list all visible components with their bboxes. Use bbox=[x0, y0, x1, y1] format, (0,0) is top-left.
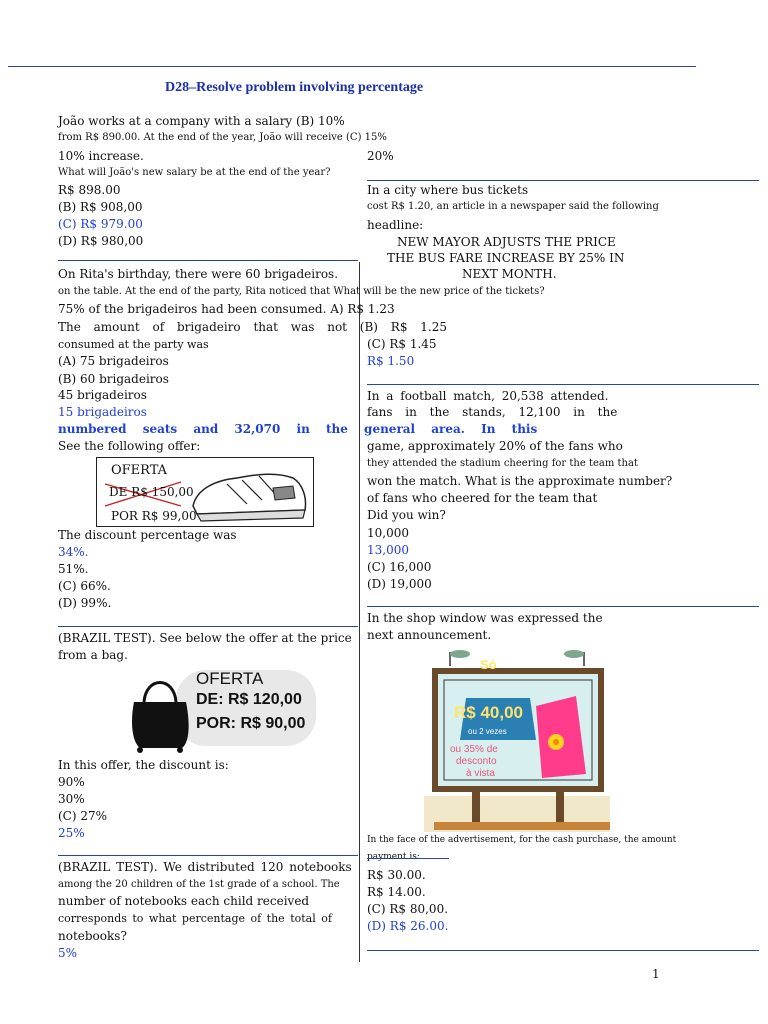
question-text: from a bag. bbox=[58, 648, 128, 662]
question-text: payment is: bbox=[367, 852, 420, 862]
section-rule bbox=[367, 180, 759, 181]
answer-option: 10,000 bbox=[367, 526, 409, 540]
page-title: D28–Resolve problem involving percentage bbox=[165, 80, 424, 95]
question-text: The discount percentage was bbox=[58, 528, 237, 542]
question-text: next announcement. bbox=[367, 628, 492, 642]
question-text: João works at a company with a salary (B) 10% bbox=[58, 114, 345, 128]
answer-option: 20% bbox=[367, 149, 394, 163]
question-text: from R$ 890.00. At the end of the year, João will receive (C) 15% bbox=[58, 132, 387, 143]
section-rule bbox=[58, 626, 358, 627]
correct-answer-option: 15 brigadeiros bbox=[58, 405, 147, 419]
sign-installment: ou 2 vezes bbox=[468, 727, 507, 736]
answer-option: 51%. bbox=[58, 562, 89, 576]
question-text: 75% of the brigadeiros had been consumed. A) R$ 1.23 bbox=[58, 302, 395, 316]
section-rule bbox=[367, 858, 449, 859]
question-text: won the match. What is the approximate number? bbox=[367, 474, 673, 488]
answer-option: (B) 60 brigadeiros bbox=[58, 372, 169, 386]
sign-discount-line: à vista bbox=[466, 768, 495, 779]
shop-sign-image bbox=[424, 646, 610, 832]
section-rule bbox=[367, 384, 759, 385]
ad-new-price: POR: R$ 90,00 bbox=[196, 715, 306, 732]
question-text: See the following offer: bbox=[58, 439, 201, 453]
section-rule bbox=[367, 606, 759, 607]
question-text: notebooks? bbox=[58, 929, 127, 943]
question-text: headline: bbox=[367, 218, 424, 232]
column-divider bbox=[359, 262, 360, 962]
top-rule bbox=[8, 66, 696, 67]
question-text: cost R$ 1.20, an article in a newspaper said the following bbox=[367, 201, 659, 212]
answer-option: (C) 16,000 bbox=[367, 560, 432, 574]
answer-option: 90% bbox=[58, 775, 85, 789]
headline-text: THE BUS FARE INCREASE BY 25% IN bbox=[387, 251, 625, 265]
question-text: In this offer, the discount is: bbox=[58, 758, 229, 772]
answer-option: (D) 99%. bbox=[58, 596, 112, 610]
correct-answer-option: R$ 1.50 bbox=[367, 354, 415, 368]
answer-option: (C) R$ 80,00. bbox=[367, 902, 449, 916]
correct-answer-option: 5% bbox=[58, 946, 78, 960]
correct-answer-option: (C) R$ 979.00 bbox=[58, 217, 143, 231]
answer-option: 30% bbox=[58, 792, 85, 806]
headline-text: NEXT MONTH. bbox=[462, 267, 557, 281]
ad-old-price: DE R$ 150,00 bbox=[109, 485, 194, 499]
question-text: among the 20 children of the 1st grade of a school. The bbox=[58, 879, 340, 890]
answer-option: R$ 14.00. bbox=[367, 885, 426, 899]
answer-option: (C) R$ 1.45 bbox=[367, 337, 437, 351]
question-text: In a city where bus tickets bbox=[367, 183, 529, 197]
bold-text-line: numbered seats and 32,070 in the general area. In this bbox=[58, 422, 538, 436]
correct-answer-option: 34%. bbox=[58, 545, 89, 559]
headline-text: NEW MAYOR ADJUSTS THE PRICE bbox=[397, 235, 616, 249]
answer-option: (A) 75 brigadeiros bbox=[58, 354, 169, 368]
question-text: of fans who cheered for the team that bbox=[367, 491, 598, 505]
shoe-offer-image bbox=[96, 457, 314, 527]
question-text: on the table. At the end of the party, Rita noticed that What will be the new price of the tickets? bbox=[58, 286, 545, 297]
ad-new-price: POR R$ 99,00 bbox=[111, 509, 197, 523]
section-rule bbox=[58, 260, 358, 261]
answer-option: R$ 898.00 bbox=[58, 183, 121, 197]
ad-old-price: DE: R$ 120,00 bbox=[196, 691, 302, 708]
sign-discount-line: ou 35% de bbox=[450, 744, 498, 755]
ad-offer-label: OFERTA bbox=[111, 463, 168, 478]
question-text: consumed at the party was bbox=[58, 338, 209, 351]
sign-so: Só bbox=[480, 657, 497, 672]
correct-answer-option: 25% bbox=[58, 826, 85, 840]
section-rule bbox=[58, 855, 358, 856]
section-rule bbox=[367, 950, 759, 951]
question-text: Did you win? bbox=[367, 508, 446, 522]
answer-option: 45 brigadeiros bbox=[58, 388, 147, 402]
question-text: fans in the stands, 12,100 in the bbox=[367, 405, 618, 419]
question-text: 10% increase. bbox=[58, 149, 144, 163]
question-text: In the shop window was expressed the bbox=[367, 611, 603, 625]
sign-price: R$ 40,00 bbox=[454, 703, 523, 722]
question-text: number of notebooks each child received bbox=[58, 894, 310, 908]
ad-offer-label: OFERTA bbox=[196, 669, 264, 688]
question-text: (BRAZIL TEST). See below the offer at the price bbox=[58, 631, 352, 645]
question-text: In the face of the advertisement, for the cash purchase, the amount bbox=[367, 835, 677, 845]
question-text: game, approximately 20% of the fans who bbox=[367, 439, 623, 453]
question-text: On Rita's birthday, there were 60 brigadeiros. bbox=[58, 267, 339, 281]
answer-option: (C) 27% bbox=[58, 809, 108, 823]
answer-option: (C) 66%. bbox=[58, 579, 111, 593]
answer-option: R$ 30.00. bbox=[367, 868, 426, 882]
question-text: corresponds to what percentage of the total of bbox=[58, 912, 332, 925]
answer-option: (B) R$ 908,00 bbox=[58, 200, 143, 214]
sign-discount-line: desconto bbox=[456, 756, 497, 767]
question-text: The amount of brigadeiro that was not (B) R$ 1.25 bbox=[58, 320, 447, 334]
correct-answer-option: 13,000 bbox=[367, 543, 409, 557]
question-text: In a football match, 20,538 attended. bbox=[367, 389, 609, 403]
question-text: What will João's new salary be at the end of the year? bbox=[58, 167, 331, 178]
answer-option: (D) R$ 980,00 bbox=[58, 234, 144, 248]
question-text: they attended the stadium cheering for the team that bbox=[367, 458, 638, 469]
bag-offer-image bbox=[120, 662, 318, 754]
page-number: 1 bbox=[652, 967, 660, 981]
answer-option: (D) 19,000 bbox=[367, 577, 432, 591]
question-text: (BRAZIL TEST). We distributed 120 notebooks bbox=[58, 860, 352, 874]
billboard-illustration bbox=[424, 646, 610, 832]
correct-answer-option: (D) R$ 26.00. bbox=[367, 919, 449, 933]
